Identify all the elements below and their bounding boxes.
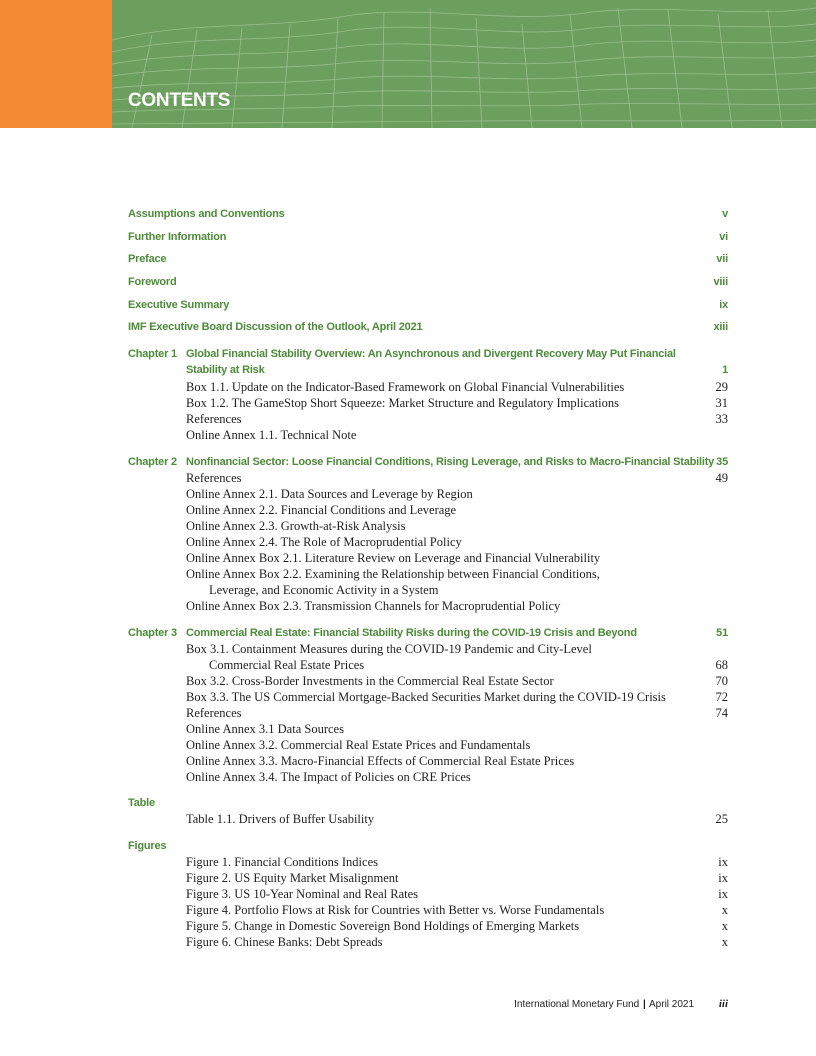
subentry-page: ix bbox=[718, 887, 728, 901]
subentry-title: Figure 2. US Equity Market Misalignment bbox=[186, 871, 399, 885]
chapter-page: 35 bbox=[716, 456, 728, 468]
subentry-title: Commercial Real Estate Prices bbox=[209, 658, 365, 672]
toc-entry-title: Further Information bbox=[128, 231, 227, 243]
chapter-title-cont[interactable] bbox=[186, 362, 728, 378]
chapter-title-line: Commercial Real Estate: Financial Stability Risks during the COVID-19 Crisis and Beyond bbox=[186, 627, 637, 639]
toc-subentry[interactable] bbox=[186, 811, 728, 827]
section-label-table: Table bbox=[128, 797, 155, 809]
footer-page-number: iii bbox=[718, 998, 728, 1010]
subentry-title: Box 3.3. The US Commercial Mortgage-Backed Securities Market during the COVID-19 Crisis bbox=[186, 690, 666, 704]
chapter-title-line: Nonfinancial Sector: Loose Financial Conditions, Rising Leverage, and Risks to Macro-Financial Stability bbox=[186, 456, 715, 468]
subentry-page: ix bbox=[718, 855, 728, 869]
subentry-title: Figure 1. Financial Conditions Indices bbox=[186, 855, 378, 869]
subentry-page: 72 bbox=[715, 690, 728, 704]
toc-subentry[interactable] bbox=[186, 518, 728, 534]
toc-subentry[interactable] bbox=[186, 598, 728, 614]
subentry-page: 70 bbox=[715, 674, 728, 688]
subentry-title: Online Annex 3.1 Data Sources bbox=[186, 722, 344, 736]
subentry-title: Box 1.2. The GameStop Short Squeeze: Market Structure and Regulatory Implications bbox=[186, 396, 620, 410]
subentry-title: Leverage, and Economic Activity in a System bbox=[209, 583, 439, 597]
subentry-page: 25 bbox=[715, 812, 728, 826]
toc-entry-title: Foreword bbox=[128, 276, 177, 288]
subentry-page: 33 bbox=[715, 412, 728, 426]
chapter-page: 1 bbox=[722, 364, 728, 376]
chapter-title-line: Global Financial Stability Overview: An Asynchronous and Divergent Recovery May Put Financial bbox=[186, 348, 676, 360]
chapter-title[interactable] bbox=[186, 454, 728, 470]
subentry-page: ix bbox=[718, 871, 728, 885]
toc-entry[interactable] bbox=[128, 274, 728, 290]
subentry-title: Online Annex 2.4. The Role of Macroprudential Policy bbox=[186, 535, 462, 549]
toc-subentry[interactable] bbox=[186, 737, 728, 753]
page-title: CONTENTS bbox=[128, 90, 231, 111]
toc-subentry[interactable] bbox=[186, 486, 728, 502]
toc-entry-page: vii bbox=[716, 253, 728, 265]
subentry-title: Figure 5. Change in Domestic Sovereign Bond Holdings of Emerging Markets bbox=[186, 919, 580, 933]
toc-entry-title: Preface bbox=[128, 253, 167, 265]
subentry-title: References bbox=[186, 471, 242, 485]
toc-subentry[interactable] bbox=[186, 641, 728, 657]
subentry-title: Online Annex 2.2. Financial Conditions and Leverage bbox=[186, 503, 457, 517]
header-banner bbox=[0, 0, 816, 128]
subentry-title: Box 3.1. Containment Measures during the COVID-19 Pandemic and City-Level bbox=[186, 642, 592, 656]
toc-subentry[interactable] bbox=[186, 470, 728, 486]
toc-entry[interactable] bbox=[128, 251, 728, 267]
footer-separator: | bbox=[642, 999, 646, 1010]
toc-entry[interactable] bbox=[128, 206, 728, 222]
orange-block bbox=[0, 0, 112, 128]
chapter-label: Chapter 3 bbox=[128, 627, 177, 639]
subentry-page: 74 bbox=[715, 706, 728, 720]
chapter-label: Chapter 2 bbox=[128, 456, 177, 468]
subentry-title: Figure 4. Portfolio Flows at Risk for Countries with Better vs. Worse Fundamentals bbox=[186, 903, 605, 917]
toc-subentry[interactable] bbox=[186, 854, 728, 870]
toc-entry-page: xiii bbox=[713, 321, 728, 333]
toc-entry[interactable] bbox=[128, 319, 728, 335]
subentry-page: x bbox=[721, 935, 728, 949]
toc-subentry[interactable] bbox=[186, 550, 728, 566]
toc-subentry[interactable] bbox=[186, 753, 728, 769]
chapter-page: 51 bbox=[716, 627, 728, 639]
subentry-title: Online Annex Box 2.2. Examining the Relationship between Financial Conditions, bbox=[186, 567, 600, 581]
subentry-title: Online Annex 3.4. The Impact of Policies on CRE Prices bbox=[186, 770, 471, 784]
toc-subentry[interactable] bbox=[186, 886, 728, 902]
toc-subentry[interactable] bbox=[186, 395, 728, 411]
toc-subentry[interactable] bbox=[186, 918, 728, 934]
toc-subentry-cont[interactable] bbox=[209, 582, 728, 598]
chapter-title-line: Stability at Risk bbox=[186, 364, 265, 376]
subentry-title: Box 1.1. Update on the Indicator-Based Framework on Global Financial Vulnerabilities bbox=[186, 380, 625, 394]
toc-subentry-cont[interactable] bbox=[209, 657, 728, 673]
toc-subentry[interactable] bbox=[186, 534, 728, 550]
subentry-title: Online Annex 3.2. Commercial Real Estate Prices and Fundamentals bbox=[186, 738, 531, 752]
toc-subentry[interactable] bbox=[186, 673, 728, 689]
subentry-page: x bbox=[721, 903, 728, 917]
subentry-title: Figure 6. Chinese Banks: Debt Spreads bbox=[186, 935, 383, 949]
subentry-title: Online Annex 1.1. Technical Note bbox=[186, 428, 357, 442]
toc-entry-page: ix bbox=[719, 299, 728, 311]
subentry-title: Table 1.1. Drivers of Buffer Usability bbox=[186, 812, 375, 826]
toc-subentry[interactable] bbox=[186, 769, 728, 785]
toc-entry-title: Executive Summary bbox=[128, 299, 230, 311]
subentry-title: Online Annex 3.3. Macro-Financial Effects of Commercial Real Estate Prices bbox=[186, 754, 575, 768]
toc-subentry[interactable] bbox=[186, 870, 728, 886]
toc-subentry[interactable] bbox=[186, 379, 728, 395]
subentry-page: 31 bbox=[715, 396, 728, 410]
subentry-title: Online Annex Box 2.3. Transmission Channels for Macroprudential Policy bbox=[186, 599, 561, 613]
subentry-page: 49 bbox=[715, 471, 728, 485]
toc-subentry[interactable] bbox=[186, 427, 728, 443]
subentry-title: Online Annex 2.1. Data Sources and Leverage by Region bbox=[186, 487, 473, 501]
toc-entry-title: Assumptions and Conventions bbox=[128, 208, 285, 220]
toc-subentry[interactable] bbox=[186, 502, 728, 518]
subentry-title: References bbox=[186, 706, 242, 720]
subentry-title: Figure 3. US 10-Year Nominal and Real Rates bbox=[186, 887, 419, 901]
toc-entry-title: IMF Executive Board Discussion of the Outlook, April 2021 bbox=[128, 321, 423, 333]
toc-subentry[interactable] bbox=[186, 902, 728, 918]
toc-entry-page: vi bbox=[719, 231, 728, 243]
toc-entry-page: viii bbox=[713, 276, 728, 288]
chapter-label: Chapter 1 bbox=[128, 348, 177, 360]
toc-entry[interactable] bbox=[128, 229, 728, 245]
subentry-page: 68 bbox=[715, 658, 728, 672]
toc-subentry[interactable] bbox=[186, 705, 728, 721]
subentry-page: x bbox=[721, 919, 728, 933]
toc-entry[interactable] bbox=[128, 297, 728, 313]
toc-subentry[interactable] bbox=[186, 566, 728, 582]
footer-date: April 2021 bbox=[649, 999, 695, 1010]
chapter-title[interactable] bbox=[186, 625, 728, 641]
page-footer bbox=[514, 998, 728, 1010]
toc-subentry[interactable] bbox=[186, 411, 728, 427]
subentry-title: References bbox=[186, 412, 242, 426]
toc-subentry[interactable] bbox=[186, 934, 728, 950]
toc-entry-page: v bbox=[722, 208, 728, 220]
subentry-title: Box 3.2. Cross-Border Investments in the Commercial Real Estate Sector bbox=[186, 674, 554, 688]
footer-publisher: International Monetary Fund bbox=[514, 999, 640, 1010]
chapter-title[interactable] bbox=[186, 346, 728, 362]
subentry-title: Online Annex 2.3. Growth-at-Risk Analysis bbox=[186, 519, 406, 533]
toc-subentry[interactable] bbox=[186, 721, 728, 737]
subentry-page: 29 bbox=[715, 380, 728, 394]
toc-subentry[interactable] bbox=[186, 689, 728, 705]
section-label-figures: Figures bbox=[128, 840, 167, 852]
subentry-title: Online Annex Box 2.1. Literature Review on Leverage and Financial Vulnerability bbox=[186, 551, 601, 565]
